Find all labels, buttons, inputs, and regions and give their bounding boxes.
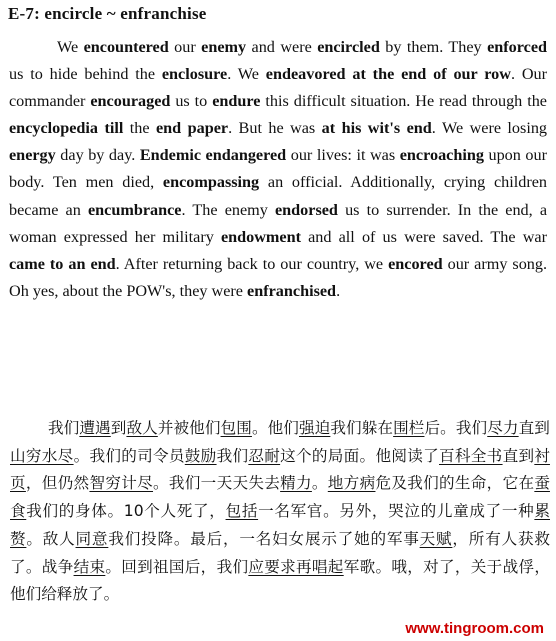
- vocab-term: endure: [212, 92, 261, 111]
- translated-term: 蚕食: [10, 474, 550, 521]
- translation-text: 。敌人: [26, 529, 76, 548]
- vocab-term: encyclopedia: [9, 119, 99, 138]
- translated-term: 百科全书: [439, 446, 503, 465]
- vocab-term: Endemic endangered: [139, 146, 287, 165]
- passage-text: We: [57, 38, 84, 56]
- passage-text: us to: [170, 92, 213, 111]
- translation-text: ，但仍然: [25, 474, 90, 493]
- translated-term: 累赘: [10, 502, 550, 548]
- vocab-term: endeavored at the end of our row: [265, 65, 511, 84]
- translated-term: 包括: [225, 502, 259, 521]
- translated-term: 包围: [220, 419, 252, 437]
- translated-term: 山穷水尽: [10, 446, 74, 465]
- passage-text: and were: [246, 38, 318, 56]
- translation-text: 军歌。哦，对了，关于战俘，他们给释放了。: [10, 557, 550, 604]
- vocab-term: came to an end: [9, 254, 116, 273]
- translation-text: 直到: [518, 419, 550, 437]
- translated-term: 精力: [280, 474, 312, 493]
- passage-text: . Our commander: [9, 65, 547, 111]
- passage-text: . We: [227, 65, 266, 84]
- vocab-term: encircled: [317, 38, 380, 56]
- vocab-term: till: [104, 119, 124, 138]
- passage-text: day by day.: [55, 146, 140, 165]
- vocab-term: encumbrance: [87, 200, 182, 219]
- translation-text: 。: [311, 474, 328, 493]
- passage-text: our: [168, 38, 202, 56]
- vocab-term: endowment: [220, 227, 301, 246]
- vocab-term: encouraged: [90, 92, 171, 111]
- translated-term: 忍耐: [248, 446, 281, 465]
- translation-text: 我们: [48, 419, 80, 437]
- translation-text: 一名军官。另外，哭泣的儿童成了一种: [258, 502, 535, 521]
- passage-text: .: [336, 281, 341, 300]
- translation-text: 危及我们的生命，它在: [375, 474, 535, 493]
- vocab-term: encompassing: [162, 173, 260, 192]
- translation-text: 。他们: [251, 419, 299, 437]
- translated-term: 结束: [73, 557, 106, 576]
- vocab-term: encored: [388, 254, 443, 273]
- translated-term: 衬页: [10, 446, 550, 493]
- vocab-term: endorsed: [274, 200, 338, 219]
- vocab-term: enfranchised: [247, 281, 337, 300]
- translated-term: 地方病: [327, 474, 376, 493]
- translation-text: 我们的身体。10个人死了，: [26, 502, 226, 521]
- translated-term: 鼓励: [184, 446, 217, 465]
- translation-text: 我们躲在: [330, 419, 394, 437]
- translated-term: 围栏: [393, 419, 425, 437]
- translation-text: 。回到祖国后，我们: [105, 557, 249, 576]
- translation-text: 我们投降。最后，一名妇女展示了她的军事: [108, 529, 420, 548]
- translated-term: 智穷计尽: [89, 474, 154, 493]
- passage-text: . We were losing: [431, 119, 548, 138]
- translation-text: 并被他们: [157, 419, 221, 437]
- translation-text: 。我们的司令员: [73, 446, 185, 465]
- translated-term: 强迫: [299, 419, 331, 437]
- vocab-term: at his wit's end: [321, 119, 432, 138]
- vocab-term: end paper: [155, 119, 229, 138]
- passage-text: . After returning back to our country, we: [115, 254, 389, 273]
- translation-text: 后。我们: [424, 419, 488, 437]
- passage-text: us to hide behind the: [9, 65, 162, 84]
- chinese-paragraph: [10, 415, 550, 609]
- passage-text: an official. Additionally, crying children became an: [9, 173, 547, 219]
- translated-term: 天赋: [419, 529, 453, 548]
- translation-text: 。我们一天天失去: [153, 474, 281, 493]
- translation-text: 我们: [216, 446, 249, 465]
- passage-text: our lives: it was: [286, 146, 400, 165]
- passage-text: and all of us were saved. The war: [300, 227, 547, 246]
- translated-term: 尽力: [487, 419, 519, 437]
- translation-text: 这个的局面。他阅读了: [280, 446, 439, 465]
- translated-term: 应要求再唱起: [248, 557, 344, 576]
- passage-text: this difficult situation. He read through the: [260, 92, 547, 111]
- english-passage: [9, 34, 547, 305]
- vocab-term: enemy: [201, 38, 247, 56]
- passage-text: us to surrender. In the end, a woman expressed her military: [9, 200, 548, 246]
- vocab-term: encountered: [83, 38, 169, 56]
- vocab-term: enclosure: [161, 65, 228, 84]
- chinese-translation: [10, 415, 550, 609]
- section-heading: E-7: encircle ~ enfranchise: [8, 4, 207, 23]
- translated-term: 同意: [75, 529, 109, 548]
- translation-text: 到: [110, 419, 127, 437]
- vocab-term: energy: [9, 146, 56, 165]
- vocab-term: enforced: [487, 38, 548, 56]
- english-paragraph: [9, 34, 547, 305]
- vocab-term: encroaching: [399, 146, 484, 165]
- passage-text: . But he was: [228, 119, 322, 138]
- passage-text: the: [123, 119, 156, 138]
- translated-term: 敌人: [126, 419, 158, 437]
- passage-text: . The enemy: [181, 200, 275, 219]
- passage-text: by them. They: [379, 38, 488, 56]
- translated-term: 遭遇: [79, 419, 111, 437]
- site-watermark: www.tingroom.com: [405, 620, 544, 637]
- translation-text: ，所有人获救了。战争: [10, 529, 550, 576]
- passage-text: our army song. Oh yes, about the POW's, they were: [9, 254, 548, 300]
- passage-text: upon our body. Ten men died,: [9, 146, 547, 192]
- translation-text: 直到: [502, 446, 535, 465]
